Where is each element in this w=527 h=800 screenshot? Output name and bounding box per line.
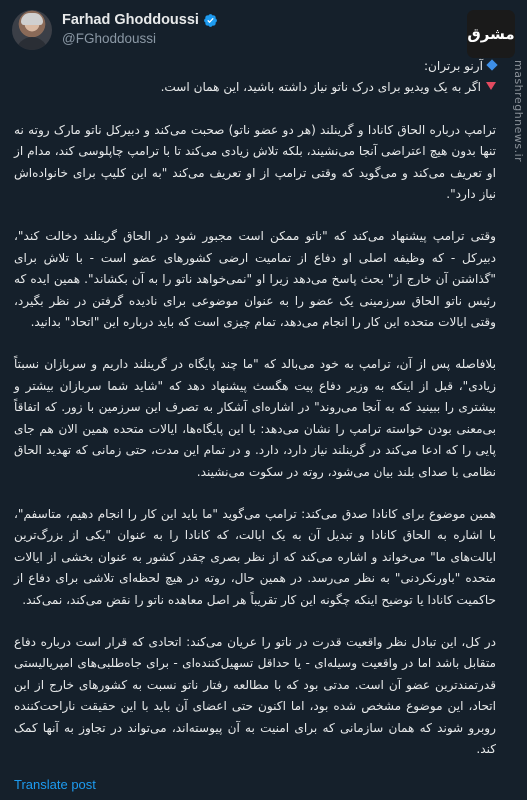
mashregh-logo <box>467 10 515 58</box>
intro-line-1 <box>14 56 496 77</box>
author-display-name[interactable]: Farhad Ghoddoussi <box>62 12 199 28</box>
tweet-intro <box>14 56 496 99</box>
blue-diamond-icon <box>486 59 497 70</box>
avatar[interactable] <box>12 10 52 50</box>
red-triangle-icon <box>486 82 496 90</box>
tweet-paragraph-2: وقتی ترامپ پیشنهاد می‌کند که "ناتو ممکن است مجبور شود در الحاق گرینلند دخالت کند"، دبیرکل - که وظیفه اصلی او دفاع از تمامیت ارضی کشورهای عضو است - با تلاش برای "گذاشتن آن خارج از" بحث پاسخ می‌دهد زیرا او "نمی‌خواهد ناتو را به آن بکشاند". همین ایده که رئیس ناتو الحاق سرزمینی یک عضو را به عنوان موضوعی برای نادیده گرفتن در نظر بگیرد، وقتی ایالات متحده این کار را انجام می‌دهد، تمام چیزی است که باید درباره این "اتحاد" بدانید. <box>14 229 496 330</box>
tweet-header <box>12 10 515 50</box>
intro-line-1-text: آرنو برتران: <box>423 59 483 73</box>
tweet-paragraph-4: همین موضوع برای کانادا صدق می‌کند: ترامپ می‌گوید "ما باید این کار را انجام دهیم، متاسفم"، با اشاره به الحاق کانادا و تبدیل آن به یک ایالت، که کانادا را به عنوان "یکی از بزرگ‌ترین ایالت‌های ما" می‌خواند و اشاره می‌کند که از نظر بصری چقدر کشور به عنوان بخشی از ایالات متحده "باورنکردنی" به نظر می‌رسد. در همین حال، روته در هیچ لحظه‌ای تلاشی برای دفاع از حاکمیت کانادا یا توضیح اینکه چگونه این کار تقریباً هر اصل معاهده ناتو را نقض می‌کند، نمی‌کند. <box>14 506 496 607</box>
translate-post-link[interactable]: Translate post <box>14 777 96 792</box>
author-handle[interactable]: @FGhoddoussi <box>62 31 156 46</box>
logo-text: مشرق <box>467 25 515 43</box>
author-name-line <box>62 12 218 28</box>
avatar-hair <box>21 13 43 25</box>
tweet-paragraph-3: بلافاصله پس از آن، ترامپ به خود می‌بالد که "ما چند پایگاه در گرینلند داریم و سربازان نسبتاً زیادی"، قبل از اینکه به وزیر دفاع پیت هگسث پیشنهاد دهد که "شاید شما سربازان بیشتر و بیشتری را ببینید که به آنجا می‌روند" در اشاره‌ای آشکار به تصرف این سرزمین با زور. که اتفاقاً بی‌معنی بودن خواسته ترامپ را نشان می‌دهد: با این پایگاه‌ها، ایالات متحده همین الان هم جای پایی را که ادعا می‌کند در گرینلند نیاز دارد، دارد. و در تمام این مدت، حتی زمانی که تهدید الحاق نظامی با صدای بلند بیان می‌شود، روته در سکوت می‌نشیند. <box>14 357 496 479</box>
verified-badge-icon <box>203 13 218 28</box>
side-watermark: mashreghnews.ir <box>512 60 525 163</box>
intro-line-2 <box>14 77 496 98</box>
tweet-paragraph-1: ترامپ درباره الحاق کانادا و گرینلند (هر دو عضو ناتو) صحبت می‌کند و دبیرکل ناتو مارک روته نه تنها بدون هیچ اعتراضی آنجا می‌نشیند، بلکه تلاش زیادی می‌کند تا با ترامپ چاپلوسی کند، مدام از او تعریف می‌کند و می‌گوید که وقتی ترامپ از او تعریف می‌کند "به این کلیپ برای خانواده‌اش نیاز دارد". <box>14 122 496 202</box>
avatar-body <box>16 37 48 50</box>
intro-line-2-text: اگر به یک ویدیو برای درک ناتو نیاز داشته باشید، این همان است. <box>160 80 481 95</box>
tweet-body <box>14 56 496 781</box>
tweet-paragraph-5: در کل، این تبادل نظر واقعیت قدرت در ناتو را عریان می‌کند: اتحادی که قرار است درباره دفاع متقابل باشد اما در واقعیت وسیله‌ای - یا حداقل تسهیل‌کننده‌ای - برای جاه‌طلبی‌های امپریالیستی قدرتمندترین عضو آن است. مدتی بود که با مطالعه رفتار ناتو نسبت به کشورهای خارج از این اتحاد، این موضوع مشخص شده بود، اما اکنون حتی اعضای آن باید با این حقیقت ناراحت‌کننده روبرو شوند که همان سازمانی که برای امنیت به آن پیوسته‌اند، می‌تواند در تجاوز به آنها کمک کند. <box>14 634 496 756</box>
